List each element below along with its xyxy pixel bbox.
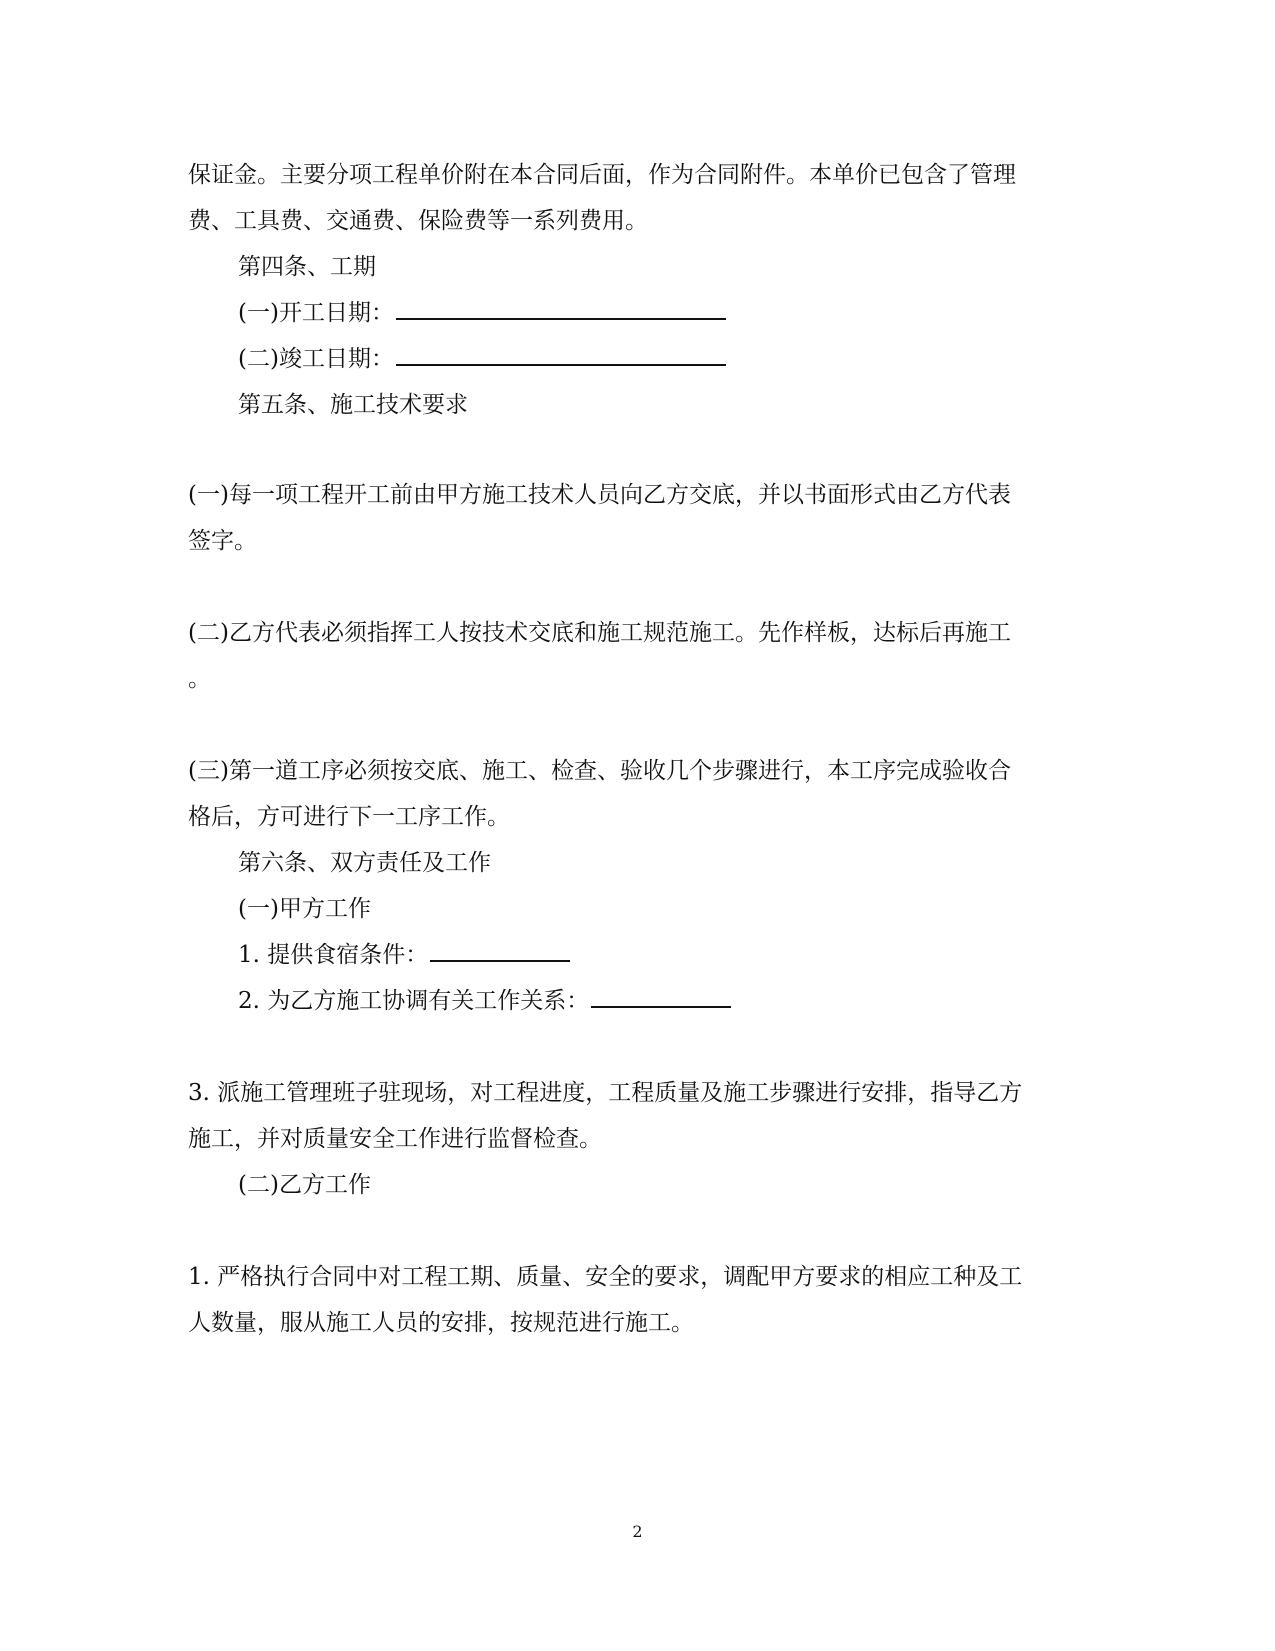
start-date-label: (一)开工日期：: [238, 300, 394, 326]
paragraph-line: 。: [188, 666, 211, 692]
coordination-row: [238, 986, 1138, 1016]
paragraph-line: 费、工具费、交通费、保险费等一系列费用。: [188, 208, 648, 234]
section-heading: 第六条、双方责任及工作: [238, 850, 491, 876]
subsection-heading: (一)甲方工作: [238, 896, 371, 922]
paragraph-line: 签字。: [188, 528, 257, 554]
board-lodging-label: 1. 提供食宿条件：: [238, 942, 429, 968]
paragraph-line: 保证金。主要分项工程单价附在本合同后面，作为合同附件。本单价已包含了管理: [188, 162, 1016, 188]
paragraph-line: 人数量，服从施工人员的安排，按规范进行施工。: [188, 1310, 694, 1336]
page-number: 2: [632, 1522, 643, 1541]
subsection-heading: (二)乙方工作: [238, 1172, 371, 1198]
completion-date-label: (二)竣工日期：: [238, 346, 394, 372]
section-heading: 第五条、施工技术要求: [238, 392, 468, 418]
paragraph-line: 格后，方可进行下一工序工作。: [188, 804, 510, 830]
paragraph-line: 施工，并对质量安全工作进行监督检查。: [188, 1126, 602, 1152]
completion-date-row: [238, 344, 1138, 374]
start-date-row: [238, 298, 1138, 328]
board-lodging-row: [238, 940, 1138, 970]
board-lodging-blank: [430, 942, 570, 962]
completion-date-blank: [396, 346, 726, 366]
paragraph-line: (二)乙方代表必须指挥工人按技术交底和施工规范施工。先作样板，达标后再施工: [188, 620, 1011, 646]
start-date-blank: [396, 300, 726, 320]
paragraph-line: (一)每一项工程开工前由甲方施工技术人员向乙方交底，并以书面形式由乙方代表: [188, 482, 1011, 508]
coordination-blank: [591, 988, 731, 1008]
paragraph-line: 1. 严格执行合同中对工程工期、质量、安全的要求，调配甲方要求的相应工种及工: [188, 1264, 1023, 1290]
coordination-label: 2. 为乙方施工协调有关工作关系：: [238, 988, 590, 1014]
paragraph-line: 3. 派施工管理班子驻现场，对工程进度，工程质量及施工步骤进行安排，指导乙方: [188, 1080, 1023, 1106]
section-heading: 第四条、工期: [238, 254, 376, 280]
paragraph-line: (三)第一道工序必须按交底、施工、检查、验收几个步骤进行，本工序完成验收合: [188, 758, 1011, 784]
